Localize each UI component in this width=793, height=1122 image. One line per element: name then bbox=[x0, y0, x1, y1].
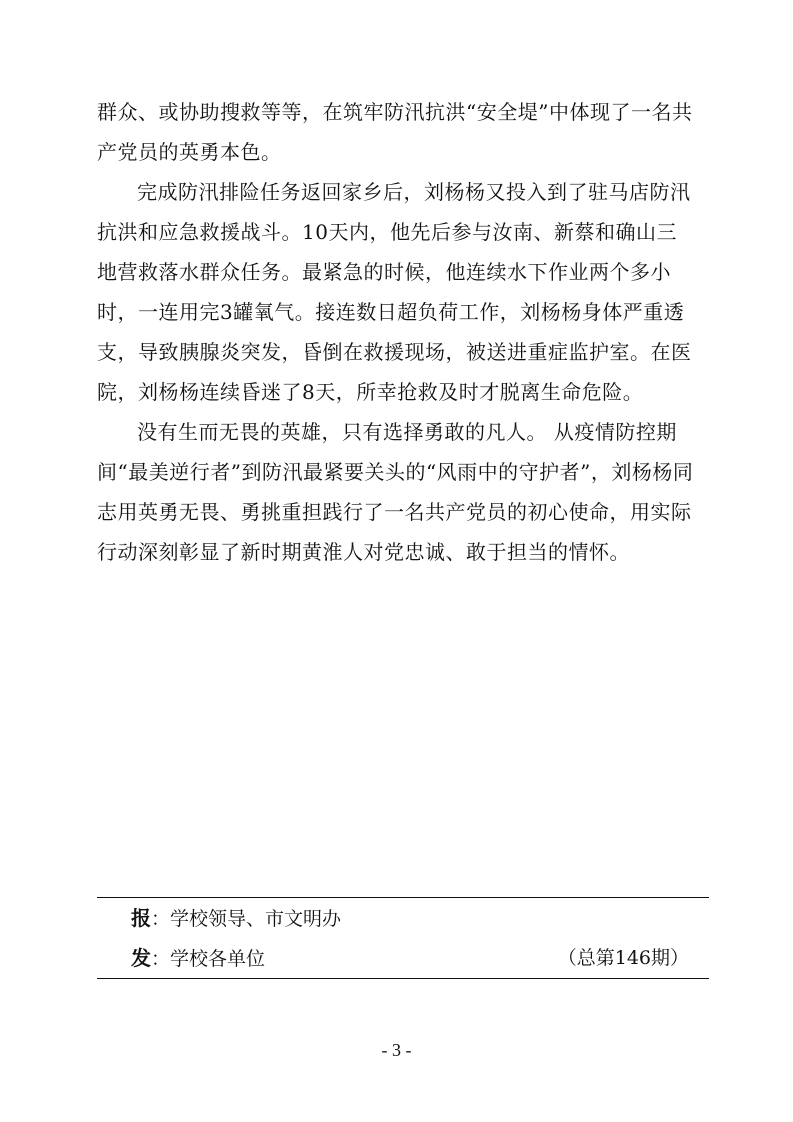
report-to-row bbox=[97, 898, 709, 938]
send-label: 发 bbox=[131, 946, 151, 970]
send-recipients: ：学校各单位 bbox=[151, 948, 266, 970]
footer-bottom-rule bbox=[97, 978, 709, 979]
distribution-footer bbox=[97, 897, 709, 979]
send-to-row bbox=[97, 938, 709, 978]
article-paragraph-2: 完成防汛排险任务返回家乡后，刘杨杨又投入到了驻马店防汛抗洪和应急救援战斗。10天内，他先后参与汝南、新蔡和确山三地营救落水群众任务。最紧急的时候，他连续水下作业两个多小时，一连用完3罐氧气。接连数日超负荷工作，刘杨杨身体严重透支，导致胰腺炎突发，昏倒在救援现场，被送进重症监护室。在医院，刘杨杨连续昏迷了8天，所幸抢救及时才脱离生命危险。 bbox=[97, 180, 692, 404]
article-paragraph-1: 群众、或协助搜救等等，在筑牢防汛抗洪“安全堤”中体现了一名共产党员的英勇本色。 bbox=[97, 100, 693, 164]
issue-number: （总第146期） bbox=[557, 947, 689, 969]
report-label: 报 bbox=[131, 906, 151, 930]
report-recipients: ：学校领导、市文明办 bbox=[151, 908, 342, 930]
article-body bbox=[97, 92, 697, 572]
page-number: - 3 - bbox=[381, 1040, 412, 1060]
article-paragraph-3: 没有生而无畏的英雄，只有选择勇敢的凡人。 从疫情防控期间“最美逆行者”到防汛最紧要关头的“风雨中的守护者”，刘杨杨同志用英勇无畏、勇挑重担践行了一名共产党员的初心使命，用实际行动深刻彰显了新时期黄淮人对党忠诚、敢于担当的情怀。 bbox=[97, 420, 694, 564]
